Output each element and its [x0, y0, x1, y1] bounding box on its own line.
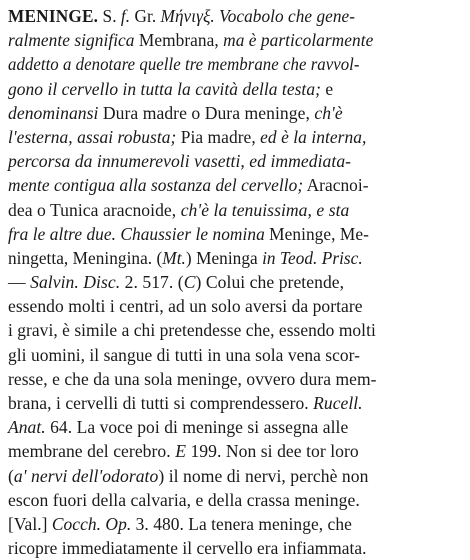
entry-line: [8, 391, 464, 415]
entry-text: denominansi: [8, 102, 103, 123]
entry-text: Rucell.: [313, 393, 363, 413]
entry-text: (: [8, 465, 14, 486]
dictionary-entry: [8, 4, 464, 560]
entry-text: ningetta, Meningina. (: [8, 247, 163, 268]
entry-text: 64. La voce poi di meninge si assegna alle: [45, 417, 349, 438]
entry-text: a' nervi dell'odorato: [13, 465, 159, 486]
entry-text: Mt.: [162, 247, 186, 268]
entry-text: brana, i cervelli di tutti si comprendessero.: [8, 393, 314, 413]
entry-text: ma è particolarmente: [218, 30, 374, 51]
entry-text: ch'è la tenuissima, e sta: [176, 199, 350, 220]
entry-line: [8, 198, 464, 222]
entry-text: l'esterna, assai robusta;: [8, 126, 177, 147]
entry-line: [8, 343, 464, 367]
entry-line: [8, 246, 464, 270]
entry-line: [8, 222, 464, 246]
entry-text: membrane del cerebro.: [8, 441, 176, 462]
entry-line: [8, 77, 464, 101]
entry-text: ) Colui che pretende,: [195, 272, 345, 293]
entry-text: ch'è: [309, 102, 343, 123]
entry-line: [8, 367, 464, 391]
entry-text: escon fuori della calvaria, e della crassa meninge.: [8, 489, 360, 510]
entry-text: S.: [98, 6, 121, 26]
entry-line: [8, 464, 464, 488]
entry-text: resse, e che da una sola meninge, ovvero dura mem-: [8, 368, 377, 389]
entry-text: C: [183, 272, 196, 293]
entry-line: [8, 294, 464, 318]
entry-text: Gr.: [130, 6, 161, 26]
entry-text: fra le altre due. Chaussier le nomina: [8, 223, 270, 244]
entry-line: [8, 415, 464, 439]
entry-line: [8, 52, 464, 76]
entry-text: Salvin. Disc.: [30, 272, 121, 293]
entry-text: i gravi, è simile a chi pretendesse che, essendo molti: [8, 320, 376, 341]
entry-line: [8, 512, 464, 536]
entry-text: f.: [120, 6, 131, 26]
entry-line: [8, 270, 464, 294]
entry-text: gono il cervello in tutta la cavità della testa;: [8, 78, 321, 99]
entry-text: Pia madre,: [176, 126, 256, 147]
entry-text: gli uomini, il sangue di tutti in una sola vena scor-: [8, 344, 361, 365]
entry-text: Μήνιγξ.: [160, 6, 215, 26]
entry-text: ed è la interna,: [255, 126, 367, 147]
entry-text: mente contigua alla sostanza del cervello;: [8, 175, 304, 196]
entry-text: ricopre immediatamente il cervello era infiammata.: [8, 538, 367, 559]
entry-text: 3. 480. La tenera meninge, che: [131, 513, 352, 534]
entry-line: [8, 125, 464, 149]
entry-line: [8, 4, 464, 28]
entry-text: ) Meninga: [185, 247, 263, 268]
entry-line: [8, 439, 464, 463]
entry-text: dea o Tunica aracnoide,: [8, 199, 177, 220]
entry-line: [8, 28, 464, 52]
entry-text: e: [320, 78, 334, 99]
entry-text: in Teod. Prisc.: [262, 247, 363, 268]
headword: MENINGE.: [8, 6, 99, 26]
entry-text: Cocch. Op.: [51, 513, 132, 534]
entry-line: [8, 488, 464, 512]
entry-text: E: [175, 441, 186, 462]
entry-text: addetto a denotare quelle tre membrane che ravvol-: [8, 54, 360, 75]
entry-line: [8, 318, 464, 342]
entry-text: percorsa da innumerevoli vasetti, ed immediata-: [8, 151, 352, 172]
entry-text: ) il nome di nervi, perchè non: [158, 465, 369, 486]
entry-text: Dura madre o Dura meninge,: [102, 102, 310, 123]
entry-line: [8, 536, 464, 560]
entry-text: 2. 517. (: [120, 272, 184, 293]
entry-text: Membrana,: [138, 30, 219, 51]
entry-text: ralmente significa: [8, 30, 139, 51]
entry-text: essendo molti i centri, ad un solo aversi da portare: [8, 296, 363, 317]
entry-line: [8, 173, 464, 197]
entry-text: Anat.: [8, 417, 46, 438]
entry-text: Meninge, Me-: [269, 223, 369, 244]
entry-line: [8, 101, 464, 125]
entry-text: [Val.]: [8, 513, 52, 534]
entry-text: 199. Non si dee tor loro: [186, 441, 359, 462]
entry-text: Aracnoi-: [303, 175, 369, 196]
entry-line: [8, 149, 464, 173]
entry-text: Vocabolo che gene-: [214, 6, 355, 26]
entry-text: —: [8, 272, 31, 293]
